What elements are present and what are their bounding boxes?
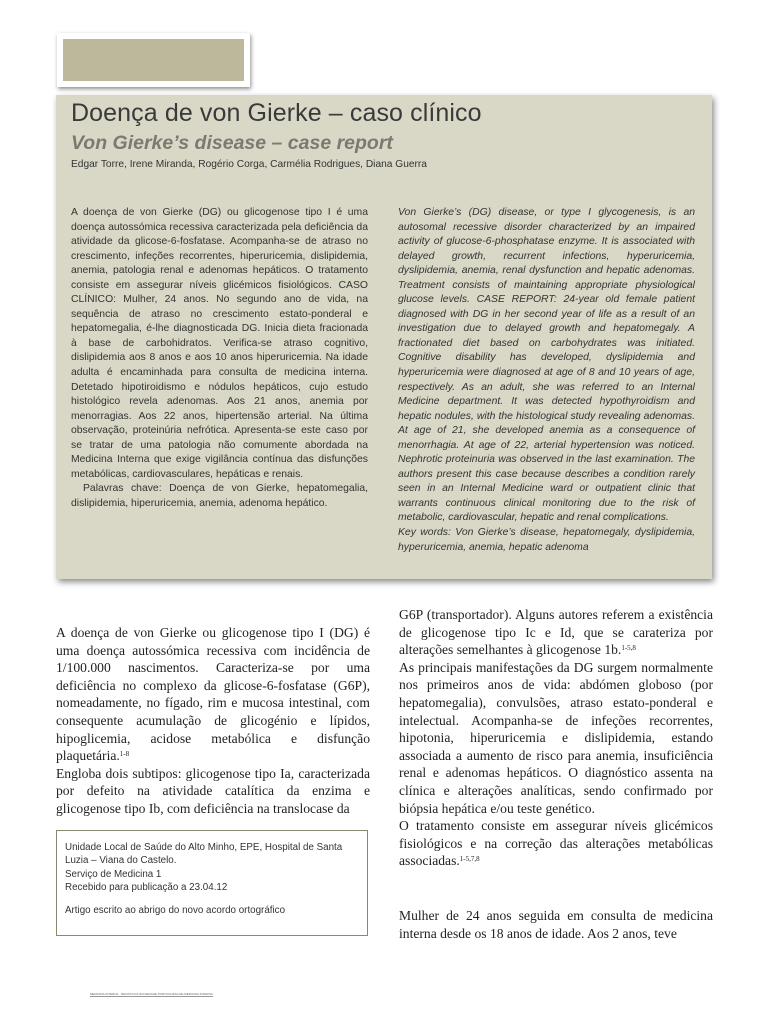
keywords-pt: Palavras chave: Doença de von Gierke, hepatomegalia, dislipidemia, hiperuricemia, anemia, adenoma hepático. [71,483,368,509]
abstract-en-text: Von Gierke’s (DG) disease, or type I glycogenesis, is an autosomal recessive disorder characterized by an impaired activity of glucose-6-phosphatase enzyme. It is associated with delayed growth, recurrent infections, hyperuricemia, dyslipidemia, anemia, renal dysfunction and hepatic adenomas. Treatment consists of maintaining appropriate physiological glucose levels. CASE REPORT: 24-year old female patient diagnosed with DG in her second year of life as a result of an investigation due to delayed growth and hepatomegaly. A fractionated diet based on carbohydrates was initiated. Cognitive disability has developed, dyslipidemia and hyperuricemia were diagnosed at age of 8 and 10 years of age, respectively. As an adult, she was referred to an Internal Medicine department. It was detected hypothyroidism and hepatic nodules, with the histological study revealing adenomas. At age of 21, she developed anemia as a consequence of menorrhagia. At age of 22, arterial hypertension was noticed. Nephrotic proteinuria was observed in the last examination. The authors present this case because describes a condition rarely seen in an Internal Medicine ward or outpatient clinic that warrants continuous clinical monitoring due to the risk of metabolic, cardiovascular, hepatic and renal complications. [398,207,695,524]
affiliation-department: Serviço de Medicina 1 [65,868,162,880]
orthography-note: Artigo escrito ao abrigo do novo acordo ortográfico [65,904,286,916]
affiliation-institution: Unidade Local de Saúde do Alto Minho, EPE, Hospital de Santa Luzia – Viana do Castelo. [65,842,343,867]
body-paragraph [56,624,370,765]
paragraph-text: A doença de von Gierke ou glicogenose tipo I (DG) é uma doença autossómica recessiva com incidência de 1/100.000 nascimentos. Caracteriza-se por uma deficiência no complexo da glicose-6-fosfatase (G6P), nomeadamente, no fígado, rim e mucosa intestinal, com consequente acumulação de glicogénio e lípidos, hipoglicemia, acidose metabólica e disfunção plaquetária. [56,625,370,764]
paragraph-text: G6P (transportador). Alguns autores referem a existência de glicogenose tipo Ic e Id, que se carateriza por alterações semelhantes à glicogenose 1b. [399,607,713,658]
body-paragraph [399,817,713,870]
article-title: Doença de von Gierke – caso clínico [71,99,482,127]
section-tab-fill [63,39,244,81]
reference-superscript: 1-5,8 [621,644,636,653]
header-abstract-panel [56,95,712,579]
body-paragraph [399,606,713,659]
body-column-right [399,606,713,870]
reference-superscript: 1-8 [119,750,130,759]
body-paragraph: Engloba dois subtipos: glicogenose tipo Ia, caracterizada por defeito na atividade catalítica da enzima e glicogenose tipo Ib, com deficiência na translocase da [56,765,370,816]
section-tab [57,33,250,87]
article-subtitle-english: Von Gierke’s disease – case report [71,132,393,154]
received-date: Recebido para publicação a 23.04.12 [65,882,228,894]
body-column-left [56,624,370,818]
reference-superscript: 1-5,7,8 [459,855,480,864]
affiliation-box [56,830,368,936]
author-list: Edgar Torre, Irene Miranda, Rogério Corga, Carmélia Rodrigues, Diana Guerra [71,159,427,170]
abstract-english [398,206,695,555]
keywords-en: Key words: Von Gierke’s disease, hepatomegaly, dyslipidemia, hyperuricemia, anemia, hepatic adenoma [398,527,695,553]
abstract-portuguese [71,206,368,511]
case-paragraph: Mulher de 24 anos seguida em consulta de medicina interna desde os 18 anos de idade. Aos 2 anos, teve [399,908,713,941]
body-column-right-continued [399,907,713,942]
paragraph-text: O tratamento consiste em assegurar níveis glicémicos fisiológicos e na correção das alterações metabólicas associadas. [399,818,713,869]
body-paragraph: As principais manifestações da DG surgem normalmente nos primeiros anos de vida: abdómen globoso (por hepatomegalia), convulsões, atraso estato-ponderal e intelectual. Acompanha-se de infeções recorrentes, hipotonia, hiperuricemia e dislipidemia, estando associada a aumento de risco para anemia, insuficiência renal e adenomas hepáticos. O diagnóstico assenta na clínica e alterações analíticas, sendo confirmado por biópsia hepática e/ou teste genético. [399,659,713,816]
abstract-pt-text: A doença de von Gierke (DG) ou glicogenose tipo I é uma doença autossómica recessiva caracterizada pela deficiência da atividade da glicose-6-fosfatase. Acompanha-se de atraso no crescimento, infeções recorrentes, hiperuricemia, dislipidemia, anemia, patologia renal e adenomas hepáticos. O tratamento consiste em assegurar níveis glicémicos fisiológicos. CASO CLÍNICO: Mulher, 24 anos. No segundo ano de vida, na sequência de atraso no crescimento estato-ponderal e hepatomegalia, é-lhe diagnosticada DG. Inicia dieta fracionada à base de carbohidratos. Verifica-se atraso cognitivo, dislipidemia aos 8 anos e aos 10 anos hiperuricemia. Na idade adulta é encaminhada para consulta de medicina interna. Detetado hipotiroidismo e nódulos hepáticos, cujo estudo histológico revela adenomas. Aos 21 anos, anemia por menorragias. Aos 22 anos, hipertensão arterial. Na última observação, proteinúria nefrótica. Apresenta-se este caso por se tratar de uma patologia não comumente abordada na Medicina Interna que exige vigilância contínua das disfunções metabólicas, cardiovasculares, hepáticas e renais. [71,207,368,480]
journal-footer: MEDICINA INTERNA · REVISTA DA SOCIEDADE PORTUGUESA DE MEDICINA INTERNA [90,992,213,996]
